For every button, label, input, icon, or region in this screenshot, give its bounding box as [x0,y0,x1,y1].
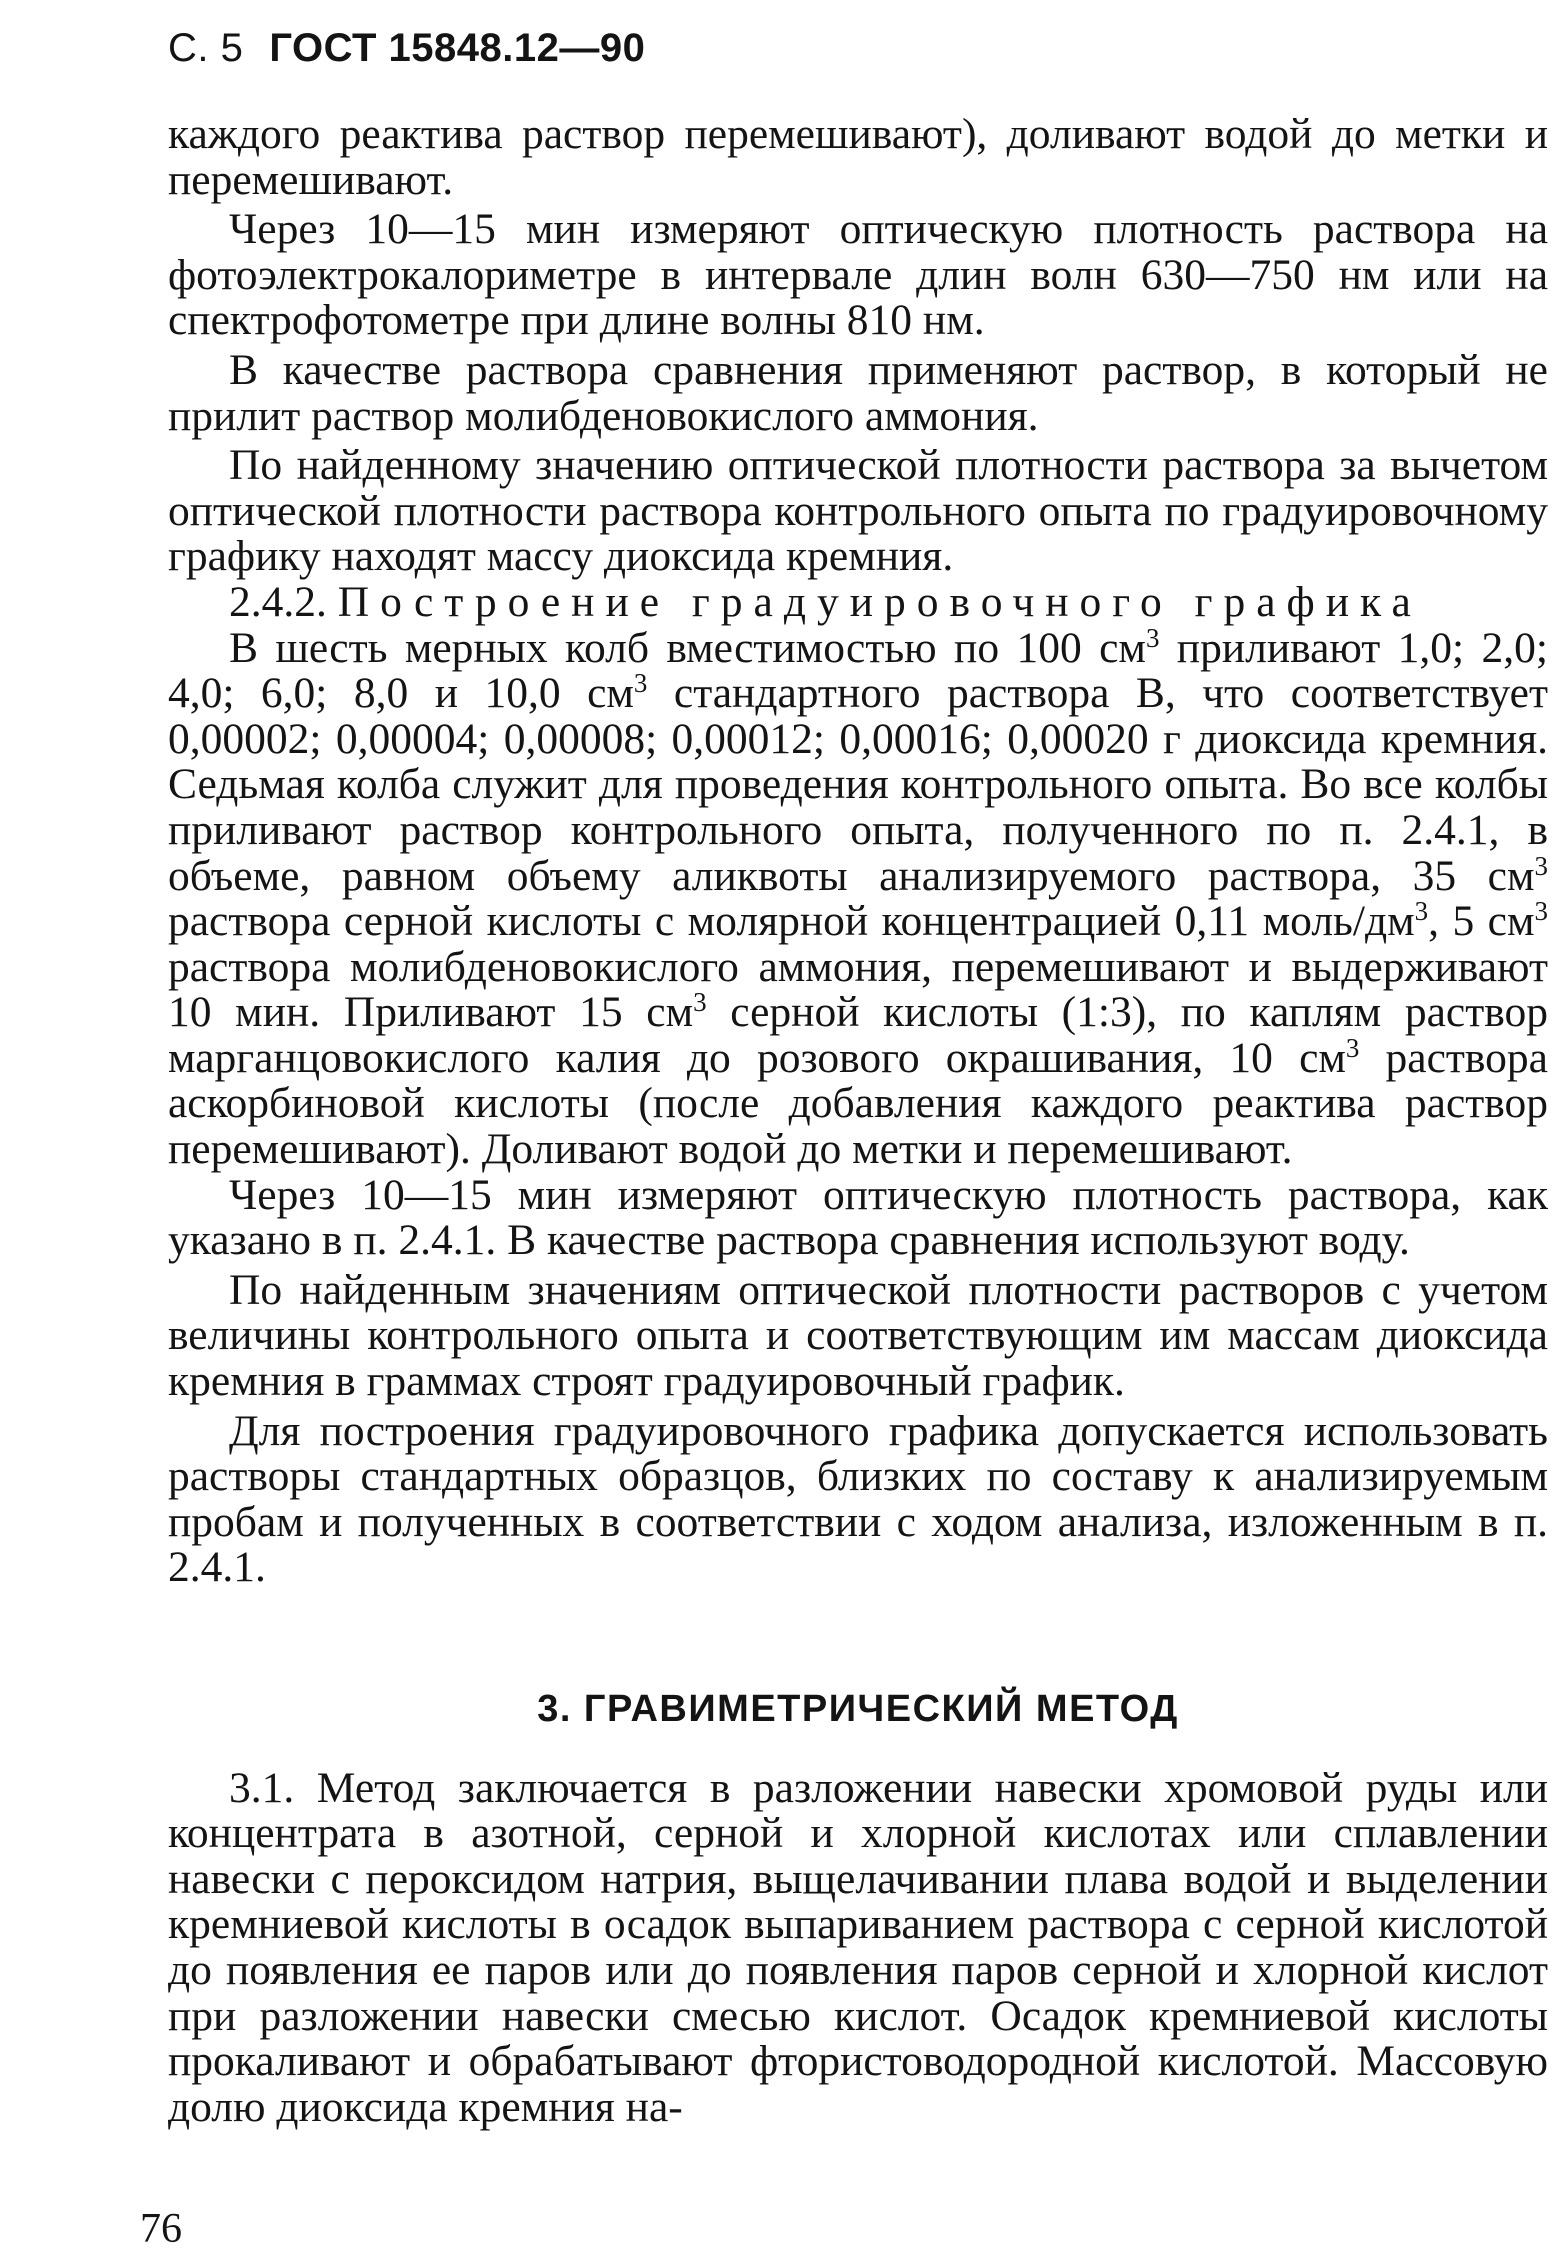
paragraph-standard-samples: Для построения градуировочного графика допускается использовать растворы стандартных образцов, близких по составу к анализируемым пробам и полученных в соответствии с ходом анализа, изложенным в п. 2.4.1. [168,1406,1548,1592]
paragraph-graph-construction: По найденным значениям оптической плотности растворов с учетом величины контрольного опыта и соответствующим им массам диоксида кремния в граммах строят градуировочный график. [168,1265,1548,1406]
page-number: 76 [140,2206,182,2252]
paragraph-reference-solution: В качестве раствора сравнения применяют раствор, в который не прилит раствор молибденовокислого аммония. [168,345,1548,440]
body-text [168,112,1548,2130]
subsection-title: Построение градуировочного графика [337,577,1422,626]
paragraph-calibration-procedure: В шесть мерных колб вместимостью по 100 $см^3$ приливают 1,0; 2,0; 4,0; 6,0; 8,0 и 10,0 $см^3$ стандартного раствора В, что соответствует 0,00002; 0,00004; 0,00008; 0,00012; 0,00016; 0,00020 г диоксида кремния. Седьмая колба служит для проведения контрольного опыта. Во все колбы приливают раствор контрольного опыта, полученного по п. 2.4.1, в объеме, равном объему аликвоты анализируемого раствора, 35 $см^3$ раствора серной кислоты с молярной концентрацией 0,11 моль/$дм^3$, 5 $см^3$ раствора молибденовокислого аммония, перемешивают и выдерживают 10 мин. Приливают 15 $см^3$ серной кислоты (1:3), по каплям раствор марганцовокислого калия до розового окрашивания, 10 $см^3$ раствора аскорбиновой кислоты (после добавления каждого реактива раствор перемешивают). Доливают водой до метки и перемешивают. [168,622,1548,1174]
section-heading: 3. ГРАВИМЕТРИЧЕСКИЙ МЕТОД [537,1688,1179,1730]
paragraph-optical-density: Через 10—15 мин измеряют оптическую плотность раствора, как указано в п. 2.4.1. В качестве раствора сравнения используют воду. [168,1170,1548,1265]
paragraph-method-description: 3.1. Метод заключается в разложении навески хромовой руды или концентрата в азотной, серной и хлорной кислотах или сплавлении навески с пероксидом натрия, выщелачивании плава водой и выделении кремниевой кислоты в осадок выпариванием раствора с серной кислотой до появления ее паров или до появления паров серной и хлорной кислот при разложении навески смесью кислот. Осадок кремниевой кислоты прокаливают и обрабатывают фтористоводородной кислотой. Массовую долю диоксида кремния на- [168,1763,1548,2131]
paragraph-continuation: каждого реактива раствор перемешивают), доливают водой до метки и перемешивают. [168,110,1548,204]
paragraph-measurement: Через 10—15 мин измеряют оптическую плотность раствора на фотоэлектрокалориметре в интервале длин волн 630—750 нм или на спектрофотометре при длине волны 810 нм. [168,205,1548,345]
running-header [168,26,645,71]
page-label: С. 5 [168,26,244,70]
standard-code: ГОСТ 15848.12—90 [269,26,646,70]
subsection-number: 2.4.2. [229,577,327,626]
subsection-2-4-2 [168,577,1548,626]
paragraph-mass-determination: По найденному значению оптической плотности раствора за вычетом оптической плотности раствора контрольного опыта по градуировочному графику находят массу диоксида кремния. [168,441,1548,581]
